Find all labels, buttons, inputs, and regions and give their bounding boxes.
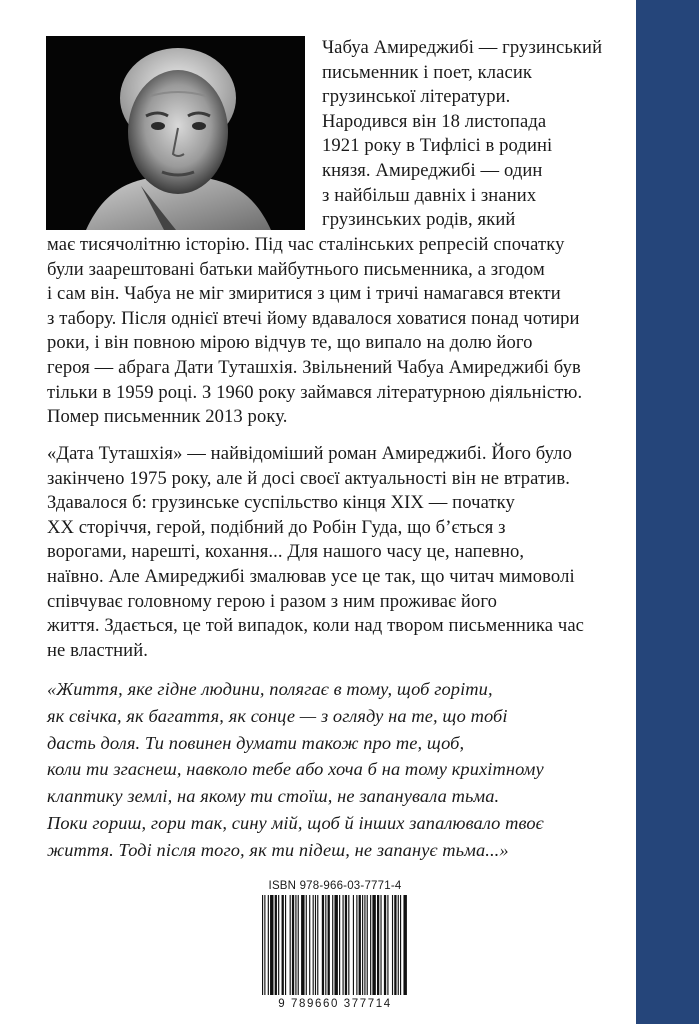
barcode-bar (387, 895, 388, 995)
barcode-bar (384, 895, 386, 995)
barcode-bar (325, 895, 326, 995)
barcode-bar (348, 895, 349, 995)
barcode-bar (380, 895, 381, 995)
barcode-bar (367, 895, 368, 995)
text-line: 1921 року в Тифлісі в родині (322, 135, 553, 157)
barcode-bar (339, 895, 340, 995)
isbn-label: ISBN 978-966-03-7771-4 (268, 880, 402, 892)
barcode-bar (285, 895, 286, 995)
barcode-bar (292, 895, 294, 995)
text-line: тільки в 1959 році. З 1960 року займався літературною діяльністю. (47, 381, 583, 403)
text-line: закінчено 1975 року, але й досі своєї актуальності він не втратив. (47, 467, 570, 489)
text-line: і сам він. Чабуа не міг змиритися з цим і тричі намагався втекти (47, 283, 561, 305)
barcode-bars (258, 895, 412, 998)
text-line: Здавалося б: грузинське суспільство кінця XIX — початку (47, 492, 515, 514)
quote-line: дасть доля. Ти повинен думати також про те, щоб, (47, 732, 465, 753)
barcode-bar (377, 895, 379, 995)
barcode-bar (364, 895, 365, 995)
barcode-bar (298, 895, 299, 995)
text-line: з найбільш давніх і знаних (322, 184, 537, 206)
text-line: «Дата Туташхія» — найвідоміший роман Амиреджибі. Його було (47, 443, 572, 464)
text-line: князя. Амиреджибі — один (322, 159, 543, 181)
barcode-bar (295, 895, 296, 995)
text-line: письменник і поет, класик (322, 61, 533, 83)
barcode-bar (345, 895, 347, 995)
barcode-bar (290, 895, 291, 995)
quote-line: життя. Тоді після того, як ти підеш, не запанує тьма...» (47, 839, 509, 860)
barcode-bar (400, 895, 401, 995)
text-line: ворогами, нарешті, кохання... Для нашого часу це, напевно, (47, 541, 525, 563)
text-line: має тисячолітню історію. Під час сталінських репресій спочатку (47, 234, 565, 255)
barcode-bar (332, 895, 333, 995)
barcode-bar (328, 895, 330, 995)
barcode-bar (301, 895, 304, 995)
text-line: грузинських родів, який (322, 209, 516, 231)
text-line: XX сторіччя, герой, подібний до Робін Гуда, що б’ється з (47, 516, 506, 538)
barcode-bar (268, 895, 269, 995)
text-line: Народився він 18 листопада (322, 110, 547, 132)
quote-line: як свічка, як багаття, як сонце — з огляду на те, що тобі (47, 705, 508, 726)
text-line: Чабуа Амиреджибі — грузинський (322, 37, 603, 58)
barcode-bar (359, 895, 361, 995)
text-line: героя — абрага Дати Туташхія. Звільнений Чабуа Амиреджибі був (47, 356, 581, 378)
text-line: наївно. Але Амиреджибі змалював усе це так, що читач мимоволі (47, 565, 575, 587)
barcode-bar (317, 895, 318, 995)
barcode-bar (356, 895, 357, 995)
barcode-bar (392, 895, 393, 995)
bio-intro-block (322, 36, 602, 233)
text-line: грузинської літератури. (322, 86, 511, 108)
barcode-bar (334, 895, 337, 995)
author-portrait-photo (46, 36, 305, 230)
barcode-bar (372, 895, 375, 995)
isbn-barcode (258, 880, 412, 1014)
bio-continued-paragraph (47, 233, 582, 430)
barcode-bar (398, 895, 399, 995)
text-line: були заарештовані батьки майбутнього письменника, а згодом (47, 258, 545, 280)
barcode-digits: 9 789660 377714 (278, 998, 392, 1010)
text-line: життя. Здається, це той випадок, коли над твором письменника час (47, 615, 585, 637)
barcode-bar (262, 895, 263, 995)
text-line: з табору. Після однієї втечі йому вдавалося ховатися понад чотири (47, 307, 580, 329)
barcode-bar (309, 895, 310, 995)
author-quote (47, 676, 544, 864)
barcode-bar (306, 895, 307, 995)
quote-line: Поки гориш, гори так, сину мій, щоб й інших запалювало твоє (47, 812, 544, 833)
barcode-bar (362, 895, 363, 995)
barcode-bar (278, 895, 279, 995)
barcode-bar (353, 895, 354, 995)
quote-line: «Життя, яке гідне людини, полягає в тому, щоб горіти, (47, 679, 493, 699)
quote-line: клаптику землі, на якому ти стоїш, не запанувала тьма. (47, 786, 500, 807)
text-line: співчуває головному герою і разом з ним проживає його (47, 590, 498, 612)
novel-description-paragraph (47, 442, 584, 663)
barcode-bar (403, 895, 406, 995)
quote-line: коли ти згаснеш, навколо тебе або хоча б на тому крихітному (47, 759, 544, 780)
barcode-bar (370, 895, 371, 995)
barcode-bar (394, 895, 396, 995)
barcode-bar (275, 895, 277, 995)
barcode-bar (315, 895, 316, 995)
text-line: роки, і він повною мірою відчув те, що випало на долю його (47, 332, 533, 354)
barcode-bar (322, 895, 324, 995)
book-spine-edge (636, 0, 699, 1024)
barcode-bar (282, 895, 284, 995)
barcode-bar (264, 895, 265, 995)
barcode-bar (313, 895, 314, 995)
barcode-bar (343, 895, 344, 995)
text-line: не властний. (47, 639, 148, 661)
barcode-bar (270, 895, 273, 995)
text-line: Помер письменник 2013 року. (47, 406, 288, 428)
